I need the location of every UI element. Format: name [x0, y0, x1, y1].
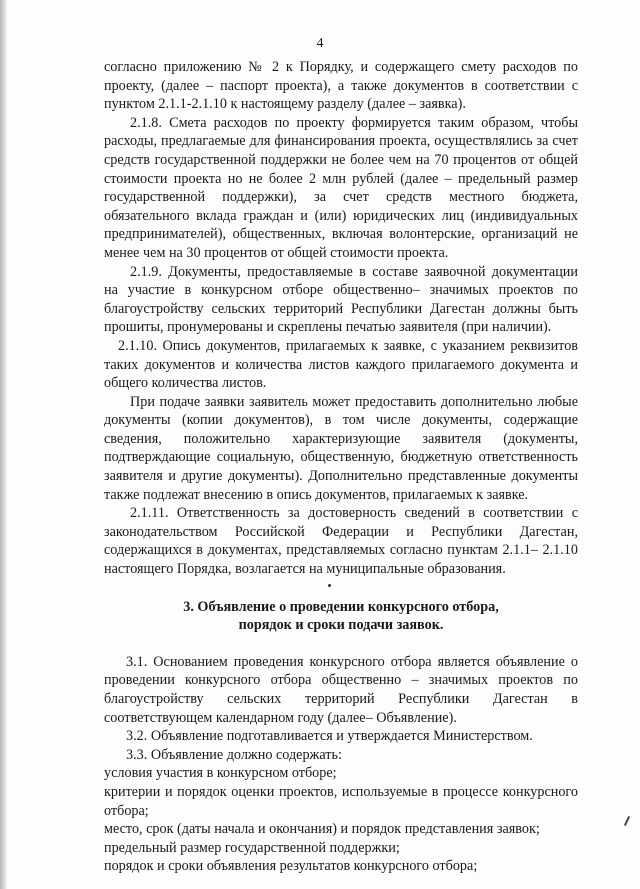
list-item: предельный размер государственной поддержки; [104, 839, 400, 856]
section-heading [104, 598, 578, 635]
paragraph-3-1: 3.1. Основанием проведения конкурсного отбора является объявление о проведении конкурсного отбора общественно – значимых проектов по благоустройству сельских территорий Республики Дагестан в соответствующем календарном году (далее– Объявление). [104, 653, 578, 726]
paragraph-additional-documents: При подаче заявки заявитель может предоставить дополнительно любые документы (копии документов), в том числе документы, содержащие сведения, положительно характеризующие заявителя (документы, подтверждающие социальную, общественную, бюджетную ответственность заявителя и другие документы). Дополнительно представленные документы также подлежат внесению в опись документов, прилагаемых к заявке. [104, 393, 578, 503]
document-body [104, 58, 578, 876]
paragraph-3-3: 3.3. Объявление должно содержать: [126, 746, 342, 763]
scan-edge-mark [624, 816, 630, 826]
paragraph-2-1-11: 2.1.11. Ответственность за достоверность сведений в соответствии с законодательством Российской Федерации и Республики Дагестан, содержащихся в документах, представляемых согласно пунктам 2.1.1– 2.1.10 настоящего Порядка, возлагается на муниципальные образования. [104, 505, 578, 578]
page-number: 4 [316, 36, 324, 51]
scan-edge-shadow [0, 0, 7, 889]
paragraph-3-2: 3.2. Объявление подготавливается и утверждается Министерством. [126, 728, 533, 745]
list-item: условия участия в конкурсном отборе; [104, 765, 337, 782]
list-item: порядок и сроки объявления результатов конкурсного отбора; [104, 858, 478, 875]
list-item: критерии и порядок оценки проектов, используемые в процессе конкурсного отбора; [104, 783, 578, 819]
scan-speck [328, 584, 331, 587]
section-heading-line1: 3. Объявление о проведении конкурсного отбора, [183, 598, 499, 615]
paragraph-continuation: согласно приложению № 2 к Порядку, и содержащего смету расходов по проекту, (далее – паспорт проекта), а также документов в соответствии с пунктом 2.1.1-2.1.10 к настоящему разделу (далее – заявка). [104, 59, 578, 113]
paragraph-2-1-10: 2.1.10. Опись документов, прилагаемых к заявке, с указанием реквизитов таких документов и количества листов каждого прилагаемого документа и общего количества листов. [104, 337, 578, 392]
paragraph-2-1-9: 2.1.9. Документы, предоставляемые в составе заявочной документации на участие в конкурсном отборе общественно– значимых проектов по благоустройству сельских территорий Республики Дагестан должны быть прошиты, пронумерованы и скреплены печатью заявителя (при наличии). [104, 263, 578, 336]
section-heading-line2: порядок и сроки подачи заявок. [238, 617, 444, 634]
list-item: место, срок (даты начала и окончания) и порядок представления заявок; [104, 821, 540, 838]
paragraph-2-1-8: 2.1.8. Смета расходов по проекту формируется таким образом, чтобы расходы, предлагаемые для финансирования проекта, осуществлялись за счет средств государственной поддержки не более чем на 70 процентов от общей стоимости проекта но не более 2 млн рублей (далее – предельный размер государственной поддержки), за счет средств местного бюджета, обязательного вклада граждан и (или) юридических лиц (индивидуальных предпринимателей), общественных, включая волонтерские, организаций не менее чем на 30 процентов от общей стоимости проекта. [104, 114, 578, 261]
